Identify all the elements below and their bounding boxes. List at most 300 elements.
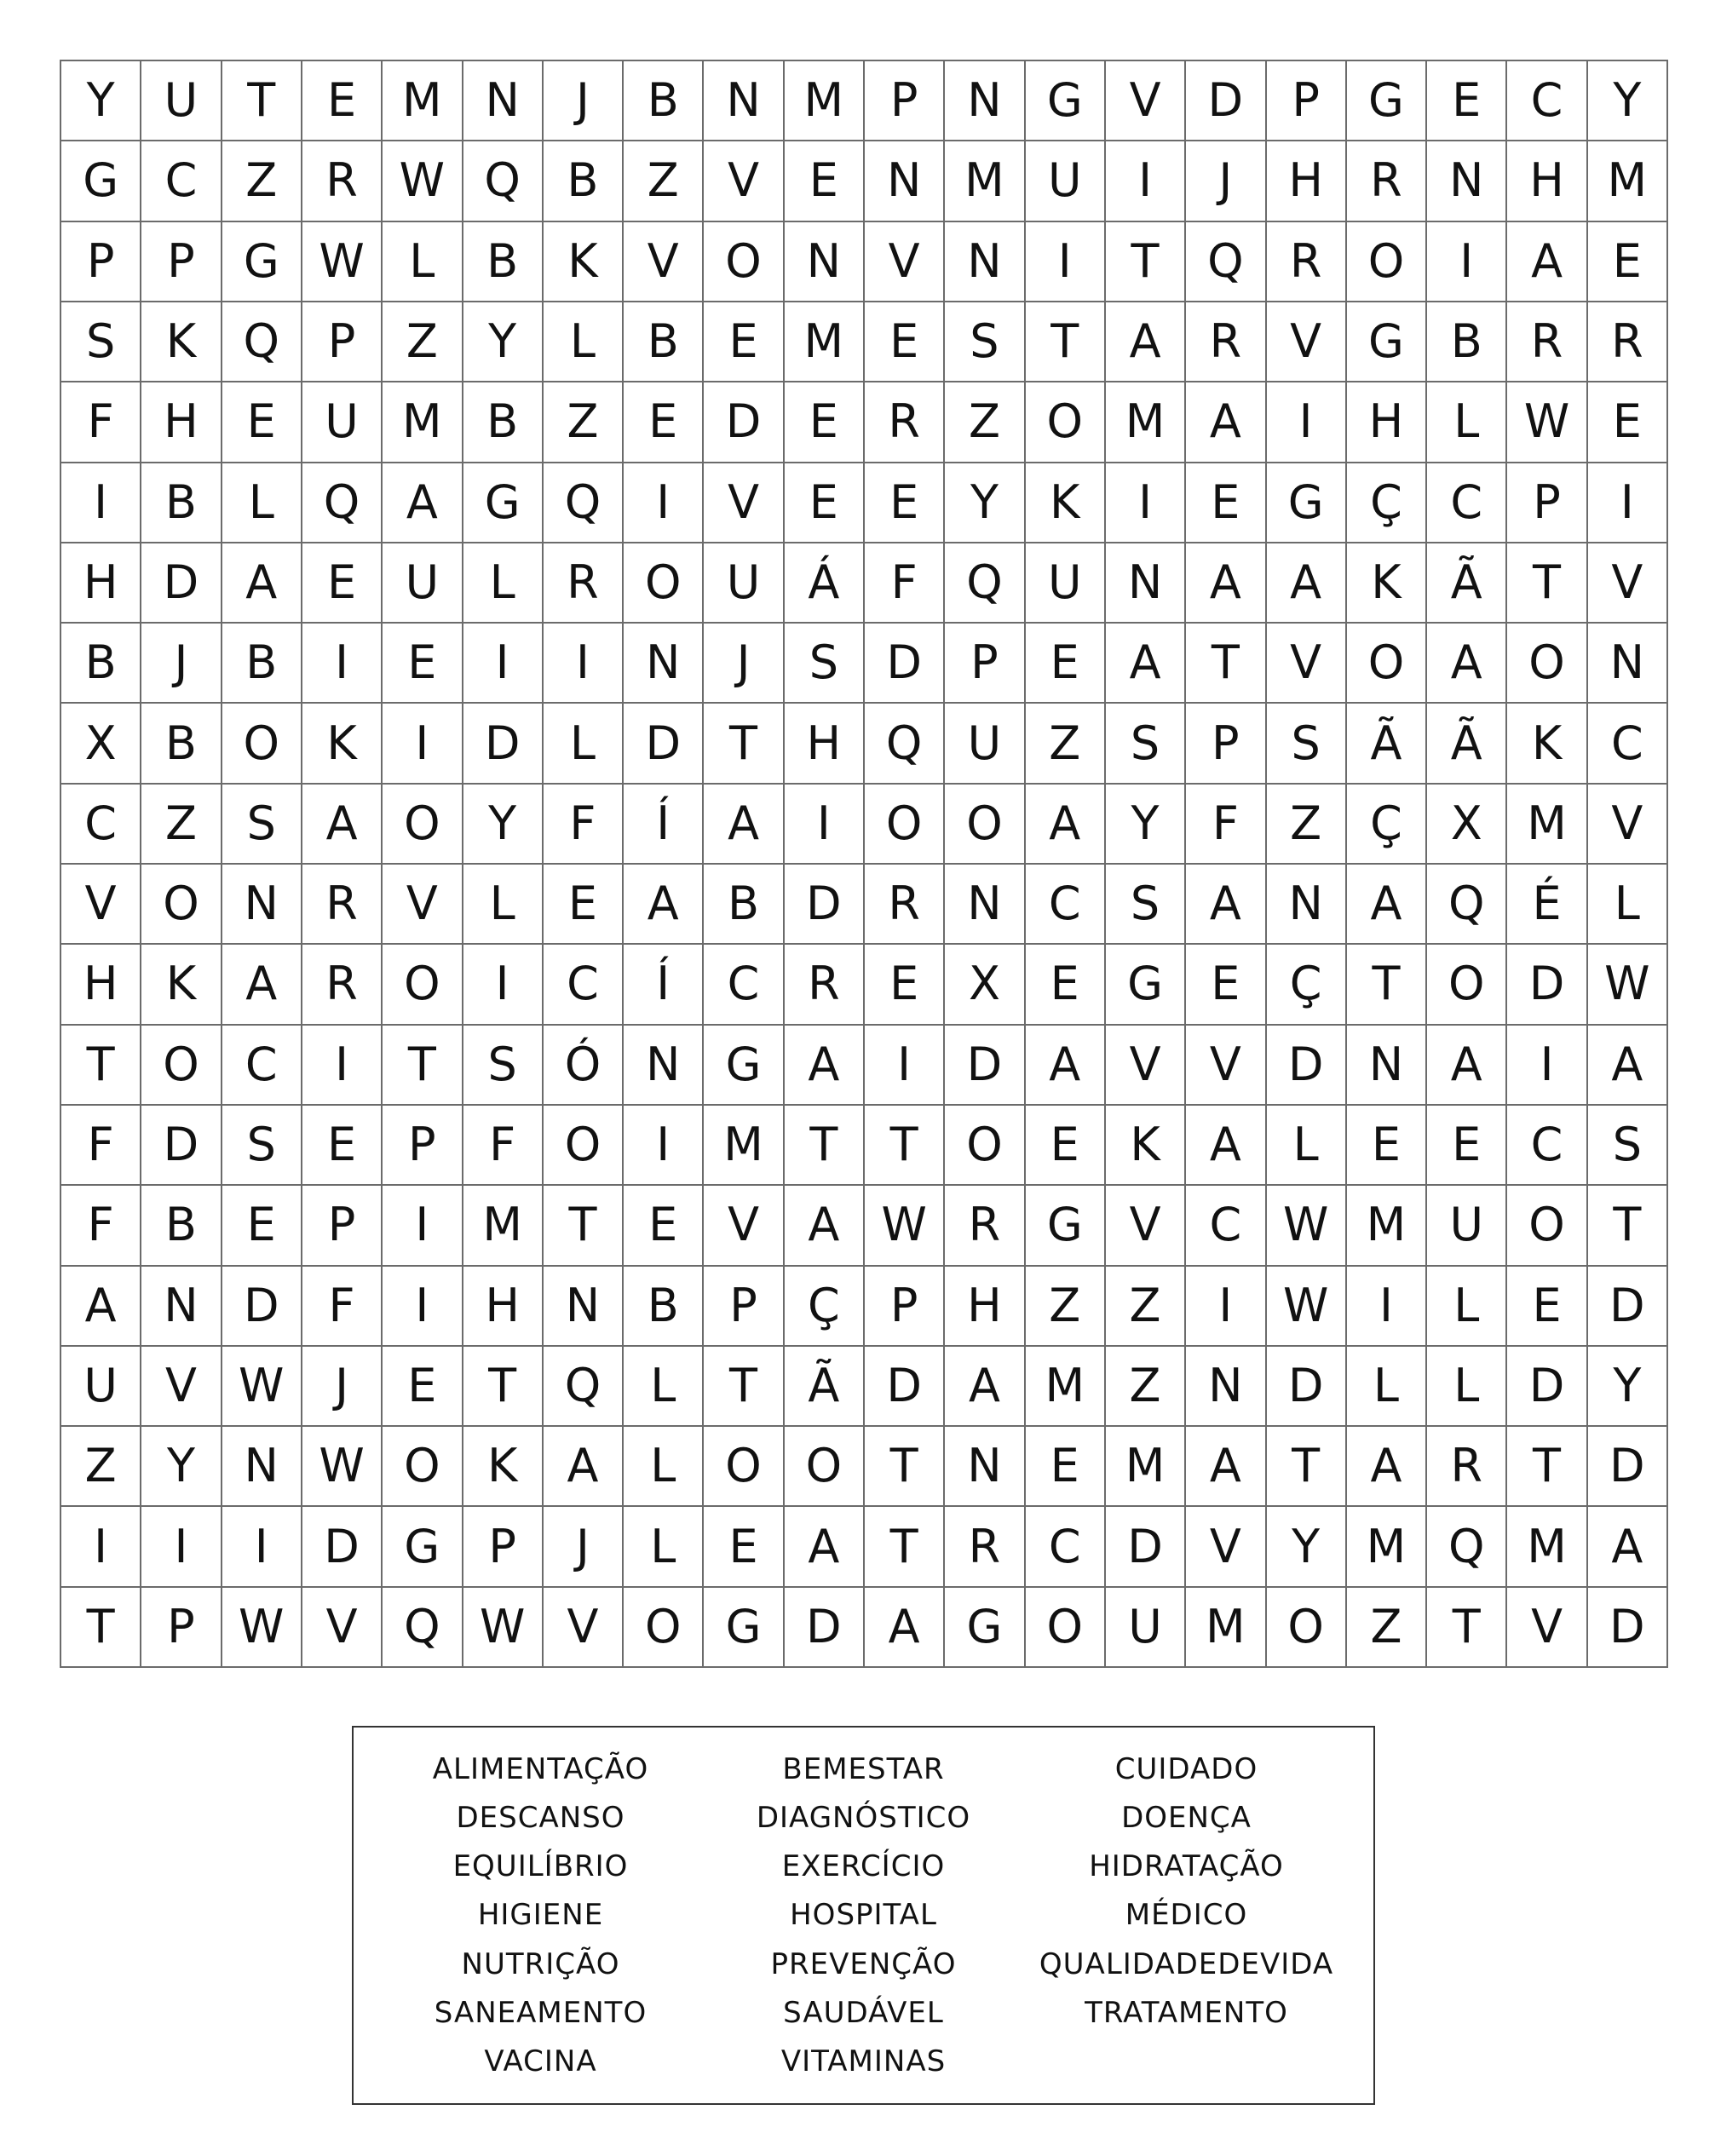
grid-cell[interactable]: I [1267,382,1347,463]
grid-cell[interactable]: W [302,222,383,302]
grid-cell[interactable]: N [222,865,302,945]
grid-cell[interactable]: U [383,543,463,624]
grid-cell[interactable]: G [1347,61,1427,141]
grid-cell[interactable]: E [865,302,945,382]
grid-cell[interactable]: A [544,1427,624,1507]
grid-cell[interactable]: S [1106,865,1186,945]
grid-cell[interactable]: B [624,61,704,141]
grid-cell[interactable]: Ã [1427,543,1507,624]
grid-cell[interactable]: G [1106,945,1186,1025]
grid-cell[interactable]: Z [61,1427,141,1507]
grid-cell[interactable]: G [383,1507,463,1587]
grid-cell[interactable]: O [1507,1186,1587,1266]
grid-cell[interactable]: C [544,945,624,1025]
grid-cell[interactable]: P [383,1106,463,1186]
grid-cell[interactable]: K [463,1427,544,1507]
grid-cell[interactable]: B [141,1186,222,1266]
grid-cell[interactable]: Z [1267,785,1347,865]
grid-cell[interactable]: Ã [1347,704,1427,784]
grid-cell[interactable]: D [945,1026,1025,1106]
grid-cell[interactable]: I [141,1507,222,1587]
grid-cell[interactable]: L [1427,1347,1507,1427]
grid-cell[interactable]: Z [222,141,302,221]
grid-cell[interactable]: Q [383,1588,463,1668]
grid-cell[interactable]: V [1186,1507,1266,1587]
grid-cell[interactable]: B [141,704,222,784]
grid-cell[interactable]: V [61,865,141,945]
grid-cell[interactable]: E [302,543,383,624]
grid-cell[interactable]: I [383,704,463,784]
grid-cell[interactable]: B [463,382,544,463]
grid-cell[interactable]: W [865,1186,945,1266]
grid-cell[interactable]: O [383,785,463,865]
grid-cell[interactable]: U [704,543,784,624]
grid-cell[interactable]: A [302,785,383,865]
grid-cell[interactable]: N [945,222,1025,302]
grid-cell[interactable]: T [61,1026,141,1106]
grid-cell[interactable]: K [1026,463,1106,543]
grid-cell[interactable]: D [1267,1347,1347,1427]
grid-cell[interactable]: O [383,1427,463,1507]
grid-cell[interactable]: W [222,1347,302,1427]
grid-cell[interactable]: N [1347,1026,1427,1106]
grid-cell[interactable]: O [1427,945,1507,1025]
grid-cell[interactable]: O [1507,624,1587,704]
grid-cell[interactable]: T [1507,543,1587,624]
grid-cell[interactable]: J [544,61,624,141]
grid-cell[interactable]: C [704,945,784,1025]
grid-cell[interactable]: V [302,1588,383,1668]
grid-cell[interactable]: E [1026,624,1106,704]
grid-cell[interactable]: A [1267,543,1347,624]
grid-cell[interactable]: O [945,785,1025,865]
grid-cell[interactable]: N [865,141,945,221]
grid-cell[interactable]: T [865,1427,945,1507]
grid-cell[interactable]: H [463,1267,544,1347]
grid-cell[interactable]: C [222,1026,302,1106]
grid-cell[interactable]: L [383,222,463,302]
grid-cell[interactable]: J [1186,141,1266,221]
grid-cell[interactable]: M [1588,141,1668,221]
grid-cell[interactable]: Z [1106,1347,1186,1427]
grid-cell[interactable]: K [1507,704,1587,784]
grid-cell[interactable]: E [222,1186,302,1266]
grid-cell[interactable]: E [1186,945,1266,1025]
grid-cell[interactable]: T [785,1106,865,1186]
grid-cell[interactable]: O [945,1106,1025,1186]
grid-cell[interactable]: P [302,1186,383,1266]
grid-cell[interactable]: E [865,945,945,1025]
grid-cell[interactable]: X [945,945,1025,1025]
grid-cell[interactable]: Q [1186,222,1266,302]
grid-cell[interactable]: F [302,1267,383,1347]
grid-cell[interactable]: E [302,61,383,141]
grid-cell[interactable]: L [1427,1267,1507,1347]
grid-cell[interactable]: T [1106,222,1186,302]
grid-cell[interactable]: H [1267,141,1347,221]
grid-cell[interactable]: D [1588,1588,1668,1668]
grid-cell[interactable]: S [463,1026,544,1106]
grid-cell[interactable]: M [1106,382,1186,463]
grid-cell[interactable]: M [785,61,865,141]
grid-cell[interactable]: V [1106,1186,1186,1266]
grid-cell[interactable]: E [785,141,865,221]
grid-cell[interactable]: T [1267,1427,1347,1507]
grid-cell[interactable]: Á [785,543,865,624]
grid-cell[interactable]: J [704,624,784,704]
grid-cell[interactable]: I [61,1507,141,1587]
grid-cell[interactable]: P [1186,704,1266,784]
grid-cell[interactable]: N [1186,1347,1266,1427]
grid-cell[interactable]: E [624,1186,704,1266]
grid-cell[interactable]: O [624,1588,704,1668]
grid-cell[interactable]: A [1186,1106,1266,1186]
grid-cell[interactable]: N [463,61,544,141]
grid-cell[interactable]: U [945,704,1025,784]
grid-cell[interactable]: V [704,1186,784,1266]
grid-cell[interactable]: D [865,1347,945,1427]
grid-cell[interactable]: Ó [544,1026,624,1106]
grid-cell[interactable]: Q [1427,1507,1507,1587]
grid-cell[interactable]: R [544,543,624,624]
grid-cell[interactable]: V [624,222,704,302]
grid-cell[interactable]: E [302,1106,383,1186]
grid-cell[interactable]: Q [463,141,544,221]
grid-cell[interactable]: G [704,1026,784,1106]
grid-cell[interactable]: R [302,141,383,221]
grid-cell[interactable]: B [141,463,222,543]
grid-cell[interactable]: L [463,543,544,624]
grid-cell[interactable]: Í [624,945,704,1025]
grid-cell[interactable]: L [624,1347,704,1427]
grid-cell[interactable]: C [1186,1186,1266,1266]
grid-cell[interactable]: I [624,1106,704,1186]
grid-cell[interactable]: M [1106,1427,1186,1507]
grid-cell[interactable]: O [141,1026,222,1106]
grid-cell[interactable]: I [1427,222,1507,302]
grid-cell[interactable]: O [704,222,784,302]
grid-cell[interactable]: D [785,865,865,945]
grid-cell[interactable]: I [1507,1026,1587,1106]
grid-cell[interactable]: M [383,61,463,141]
grid-cell[interactable]: D [141,543,222,624]
grid-cell[interactable]: D [704,382,784,463]
grid-cell[interactable]: N [1106,543,1186,624]
grid-cell[interactable]: D [141,1106,222,1186]
grid-cell[interactable]: K [544,222,624,302]
grid-cell[interactable]: L [544,302,624,382]
grid-cell[interactable]: I [383,1186,463,1266]
grid-cell[interactable]: T [463,1347,544,1427]
grid-cell[interactable]: E [1507,1267,1587,1347]
grid-cell[interactable]: P [141,1588,222,1668]
grid-cell[interactable]: R [865,382,945,463]
grid-cell[interactable]: R [302,865,383,945]
grid-cell[interactable]: R [945,1507,1025,1587]
grid-cell[interactable]: I [61,463,141,543]
grid-cell[interactable]: L [624,1507,704,1587]
grid-cell[interactable]: P [865,1267,945,1347]
grid-cell[interactable]: D [222,1267,302,1347]
grid-cell[interactable]: H [1347,382,1427,463]
grid-cell[interactable]: Z [1026,1267,1106,1347]
grid-cell[interactable]: E [1588,222,1668,302]
grid-cell[interactable]: L [1267,1106,1347,1186]
grid-cell[interactable]: N [1267,865,1347,945]
grid-cell[interactable]: O [704,1427,784,1507]
grid-cell[interactable]: T [865,1507,945,1587]
grid-cell[interactable]: U [1106,1588,1186,1668]
grid-cell[interactable]: R [785,945,865,1025]
grid-cell[interactable]: V [1186,1026,1266,1106]
grid-cell[interactable]: F [1186,785,1266,865]
grid-cell[interactable]: S [1106,704,1186,784]
grid-cell[interactable]: L [1588,865,1668,945]
grid-cell[interactable]: I [1186,1267,1266,1347]
grid-cell[interactable]: V [1507,1588,1587,1668]
grid-cell[interactable]: Y [945,463,1025,543]
grid-cell[interactable]: A [222,945,302,1025]
grid-cell[interactable]: T [222,61,302,141]
grid-cell[interactable]: P [302,302,383,382]
grid-cell[interactable]: A [1427,624,1507,704]
grid-cell[interactable]: V [544,1588,624,1668]
grid-cell[interactable]: U [302,382,383,463]
grid-cell[interactable]: V [1267,624,1347,704]
grid-cell[interactable]: A [1026,1026,1106,1106]
grid-cell[interactable]: X [61,704,141,784]
grid-cell[interactable]: E [704,302,784,382]
grid-cell[interactable]: I [302,624,383,704]
grid-cell[interactable]: E [1588,382,1668,463]
grid-cell[interactable]: L [463,865,544,945]
grid-cell[interactable]: P [61,222,141,302]
grid-cell[interactable]: S [1267,704,1347,784]
grid-cell[interactable]: O [624,543,704,624]
grid-cell[interactable]: E [383,624,463,704]
grid-cell[interactable]: D [1106,1507,1186,1587]
grid-cell[interactable]: Y [463,302,544,382]
grid-cell[interactable]: R [1427,1427,1507,1507]
grid-cell[interactable]: L [1427,382,1507,463]
grid-cell[interactable]: O [785,1427,865,1507]
grid-cell[interactable]: B [544,141,624,221]
grid-cell[interactable]: D [463,704,544,784]
grid-cell[interactable]: N [1588,624,1668,704]
grid-cell[interactable]: O [1026,382,1106,463]
grid-cell[interactable]: E [865,463,945,543]
grid-cell[interactable]: A [945,1347,1025,1427]
grid-cell[interactable]: T [61,1588,141,1668]
grid-cell[interactable]: K [1347,543,1427,624]
grid-cell[interactable]: V [704,463,784,543]
grid-cell[interactable]: B [463,222,544,302]
grid-cell[interactable]: Q [544,1347,624,1427]
grid-cell[interactable]: J [544,1507,624,1587]
grid-cell[interactable]: K [1106,1106,1186,1186]
grid-cell[interactable]: I [463,945,544,1025]
grid-cell[interactable]: R [865,865,945,945]
grid-cell[interactable]: R [1588,302,1668,382]
grid-cell[interactable]: F [544,785,624,865]
grid-cell[interactable]: Z [544,382,624,463]
grid-cell[interactable]: S [222,1106,302,1186]
grid-cell[interactable]: A [1507,222,1587,302]
grid-cell[interactable]: V [1106,61,1186,141]
grid-cell[interactable]: I [1347,1267,1427,1347]
grid-cell[interactable]: E [785,382,865,463]
grid-cell[interactable]: E [1026,1106,1106,1186]
grid-cell[interactable]: C [141,141,222,221]
grid-cell[interactable]: Z [141,785,222,865]
grid-cell[interactable]: M [463,1186,544,1266]
grid-cell[interactable]: E [222,382,302,463]
grid-cell[interactable]: G [945,1588,1025,1668]
grid-cell[interactable]: E [1427,61,1507,141]
grid-cell[interactable]: E [1026,1427,1106,1507]
grid-cell[interactable]: C [1026,1507,1106,1587]
grid-cell[interactable]: I [544,624,624,704]
grid-cell[interactable]: T [865,1106,945,1186]
grid-cell[interactable]: V [383,865,463,945]
grid-cell[interactable]: J [302,1347,383,1427]
grid-cell[interactable]: A [1186,382,1266,463]
grid-cell[interactable]: F [61,1106,141,1186]
grid-cell[interactable]: W [1588,945,1668,1025]
grid-cell[interactable]: Y [1106,785,1186,865]
grid-cell[interactable]: A [1026,785,1106,865]
grid-cell[interactable]: B [624,302,704,382]
grid-cell[interactable]: N [945,865,1025,945]
grid-cell[interactable]: Ç [785,1267,865,1347]
grid-cell[interactable]: I [383,1267,463,1347]
grid-cell[interactable]: M [945,141,1025,221]
grid-cell[interactable]: N [785,222,865,302]
grid-cell[interactable]: M [1347,1186,1427,1266]
grid-cell[interactable]: S [222,785,302,865]
grid-cell[interactable]: I [624,463,704,543]
grid-cell[interactable]: Q [222,302,302,382]
grid-cell[interactable]: R [1267,222,1347,302]
grid-cell[interactable]: M [383,382,463,463]
grid-cell[interactable]: A [383,463,463,543]
grid-cell[interactable]: P [945,624,1025,704]
grid-cell[interactable]: W [1507,382,1587,463]
grid-cell[interactable]: T [1507,1427,1587,1507]
grid-cell[interactable]: A [785,1186,865,1266]
grid-cell[interactable]: K [141,302,222,382]
grid-cell[interactable]: Z [1347,1588,1427,1668]
grid-cell[interactable]: D [1186,61,1266,141]
grid-cell[interactable]: G [1267,463,1347,543]
grid-cell[interactable]: D [1507,945,1587,1025]
grid-cell[interactable]: I [222,1507,302,1587]
grid-cell[interactable]: Ã [785,1347,865,1427]
grid-cell[interactable]: B [61,624,141,704]
grid-cell[interactable]: Í [624,785,704,865]
grid-cell[interactable]: Y [1267,1507,1347,1587]
grid-cell[interactable]: V [865,222,945,302]
grid-cell[interactable]: U [1427,1186,1507,1266]
grid-cell[interactable]: R [1186,302,1266,382]
grid-cell[interactable]: Z [945,382,1025,463]
grid-cell[interactable]: G [1026,1186,1106,1266]
grid-cell[interactable]: C [1026,865,1106,945]
grid-cell[interactable]: H [785,704,865,784]
grid-cell[interactable]: P [141,222,222,302]
grid-cell[interactable]: D [1588,1267,1668,1347]
grid-cell[interactable]: D [624,704,704,784]
grid-cell[interactable]: T [704,1347,784,1427]
grid-cell[interactable]: N [1427,141,1507,221]
grid-cell[interactable]: Y [1588,1347,1668,1427]
grid-cell[interactable]: É [1507,865,1587,945]
grid-cell[interactable]: M [1507,785,1587,865]
grid-cell[interactable]: A [1106,302,1186,382]
grid-cell[interactable]: N [624,624,704,704]
grid-cell[interactable]: K [141,945,222,1025]
grid-cell[interactable]: C [61,785,141,865]
grid-cell[interactable]: E [1347,1106,1427,1186]
grid-cell[interactable]: Ç [1347,785,1427,865]
grid-cell[interactable]: R [945,1186,1025,1266]
grid-cell[interactable]: N [141,1267,222,1347]
grid-cell[interactable]: A [1186,1427,1266,1507]
grid-cell[interactable]: M [1186,1588,1266,1668]
grid-cell[interactable]: M [1507,1507,1587,1587]
grid-cell[interactable]: O [1347,624,1427,704]
grid-cell[interactable]: L [544,704,624,784]
grid-cell[interactable]: M [704,1106,784,1186]
grid-cell[interactable]: F [463,1106,544,1186]
grid-cell[interactable]: V [1588,785,1668,865]
grid-cell[interactable]: K [302,704,383,784]
grid-cell[interactable]: E [704,1507,784,1587]
grid-cell[interactable]: Q [865,704,945,784]
grid-cell[interactable]: N [624,1026,704,1106]
grid-cell[interactable]: A [785,1026,865,1106]
grid-cell[interactable]: P [1507,463,1587,543]
grid-cell[interactable]: O [222,704,302,784]
grid-cell[interactable]: Z [624,141,704,221]
grid-cell[interactable]: U [1026,141,1106,221]
grid-cell[interactable]: T [1186,624,1266,704]
grid-cell[interactable]: P [463,1507,544,1587]
grid-cell[interactable]: I [865,1026,945,1106]
grid-cell[interactable]: D [865,624,945,704]
grid-cell[interactable]: J [141,624,222,704]
grid-cell[interactable]: W [1267,1186,1347,1266]
grid-cell[interactable]: Ç [1347,463,1427,543]
grid-cell[interactable]: G [61,141,141,221]
grid-cell[interactable]: E [785,463,865,543]
grid-cell[interactable]: F [61,1186,141,1266]
grid-cell[interactable]: V [1588,543,1668,624]
grid-cell[interactable]: N [222,1427,302,1507]
grid-cell[interactable]: E [1427,1106,1507,1186]
grid-cell[interactable]: Q [1427,865,1507,945]
grid-cell[interactable]: F [61,382,141,463]
grid-cell[interactable]: I [302,1026,383,1106]
grid-cell[interactable]: A [1427,1026,1507,1106]
grid-cell[interactable]: D [1267,1026,1347,1106]
grid-cell[interactable]: F [865,543,945,624]
grid-cell[interactable]: E [1186,463,1266,543]
grid-cell[interactable]: A [1186,865,1266,945]
grid-cell[interactable]: P [704,1267,784,1347]
grid-cell[interactable]: O [1026,1588,1106,1668]
grid-cell[interactable]: X [1427,785,1507,865]
